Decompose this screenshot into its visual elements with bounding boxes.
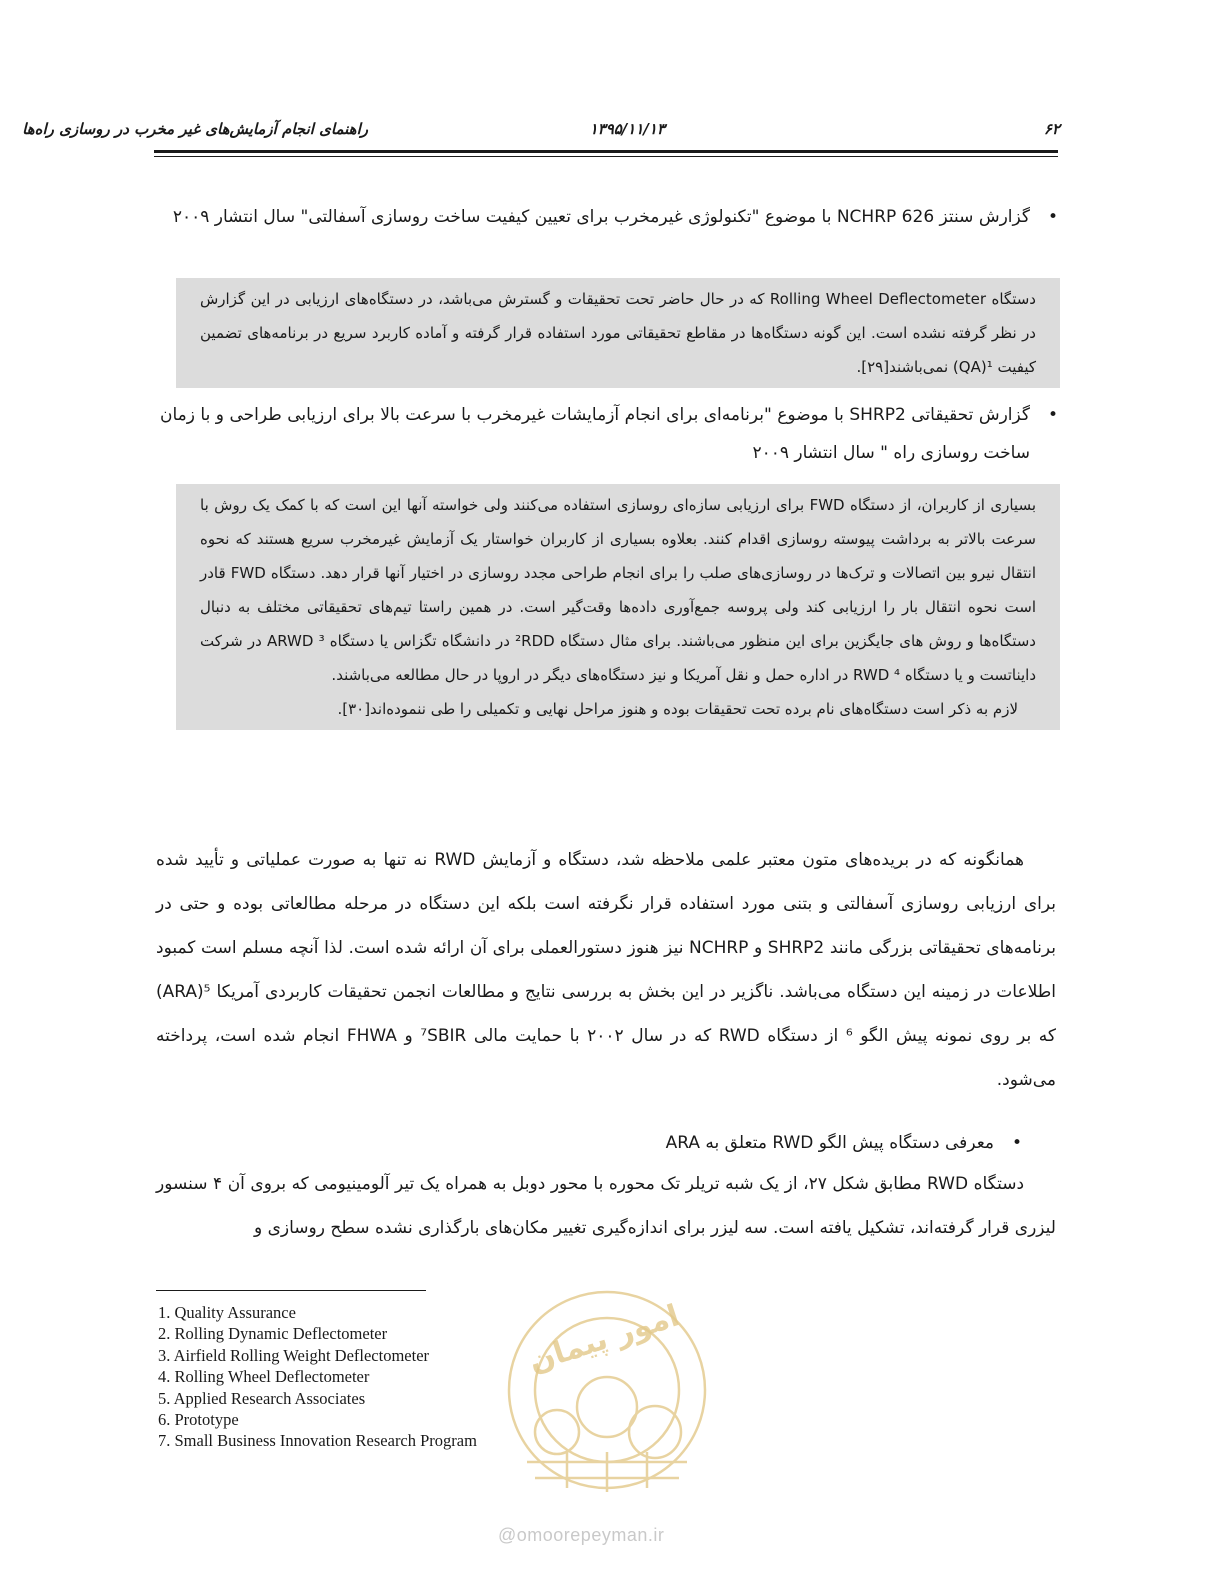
watermark-logo-text: امور پیمان [524,1298,684,1380]
footnote: 5. Applied Research Associates [158,1388,366,1408]
footnote: 1. Quality Assurance [158,1303,296,1322]
bullet-icon: • [1047,405,1058,425]
header-rule-thick [154,150,1058,153]
footnotes [158,1302,477,1452]
body-paragraph [156,838,1056,1102]
body-paragraph [156,1162,1056,1250]
header-rule-thin [154,156,1058,157]
watermark-url: @omoorepeyman.ir [498,1525,665,1545]
bullet-item-shrp2 [160,396,1058,472]
footnote-separator [156,1290,426,1291]
quote-box-1 [176,278,1060,388]
watermark-logo-icon [487,1282,727,1502]
footnote: 6. Prototype [158,1410,239,1430]
running-header [22,120,1060,142]
footnote: 3. Airfield Rolling Weight Deflectometer [158,1345,430,1365]
page-number: ۶۲ [1043,120,1060,138]
footnote: 2. Rolling Dynamic Deflectometer [158,1324,388,1344]
bullet-icon: • [1047,207,1058,227]
paragraph-text: همانگونه که در بریده‌های متون معتبر علمی ملاحظه شد، دستگاه و آزمایش RWD نه تنها به صورت عملیاتی و تأیید شده برای ارزیابی روسازی آسفالتی و بتنی مورد استفاده قرار نگرفته است بلکه این دستگاه در مرحله مطالعاتی بوده و حتی در برنامه‌های تحقیقاتی بزرگی مانند SHRP2 و NCHRP نیز هنوز دستورالعملی برای آن ارائه شده است. لذا آنچه مسلم است کمبود اطلاعات در زمینه این دستگاه می‌باشد. ناگزیر در این بخش به بررسی نتایج و مطالعات انجمن تحقیقات کاربردی آمریکا ⁵(ARA) که بر روی نمونه پیش الگو ⁶ از دستگاه RWD که در سال ۲۰۰۲ با حمایت مالی ⁷SBIR و FHWA انجام شده است، پرداخته می‌شود. [156,850,1056,1090]
header-date: ۱۳۹۵/۱۱/۱۳ [589,120,665,138]
header-title: راهنمای انجام آزمایش‌های غیر مخرب در روسازی راه‌ها [22,120,368,138]
quote-box-paragraph: لازم به ذکر است دستگاه‌های نام برده تحت تحقیقات بوده و هنوز مراحل نهایی و تکمیلی را طی ننموده‌اند[۳۰]. [337,700,1018,718]
paragraph-text: دستگاه RWD مطابق شکل ۲۷، از یک شبه تریلر تک محوره با محور دوبل به همراه یک تیر آلومینیومی که بروی آن ۴ سنسور لیزری قرار گرفته‌اند، تشکیل یافته است. سه لیزر برای اندازه‌گیری تغییر مکان‌های بارگذاری نشده سطح روسازی و [156,1174,1056,1238]
quote-box-text: دستگاه Rolling Wheel Deflectometer که در حال حاضر تحت تحقیقات و گسترش می‌باشد، در دستگاه‌های ارزیابی در این گزارش در نظر گرفته نشده است. این گونه دستگاه‌ها در مقاطع تحقیقاتی مورد استفاده قرار گرفته و آماده کاربرد سریع در برنامه‌های تضمین کیفیت ¹(QA) نمی‌باشند[۲۹]. [200,290,1036,376]
bullet-text: گزارش تحقیقاتی SHRP2 با موضوع "برنامه‌ای برای انجام آزمایشات غیرمخرب با سرعت بالا برای ارزیابی طراحی و با زمان ساخت روسازی راه " سال انتشار ۲۰۰۹ [160,405,1030,463]
bullet-item-ara [160,1124,1022,1162]
bullet-item-nchrp [160,198,1058,236]
bullet-text: معرفی دستگاه پیش الگو RWD متعلق به ARA [665,1133,994,1153]
footnote: 7. Small Business Innovation Research Program [158,1431,477,1451]
bullet-icon: • [1011,1133,1022,1153]
quote-box-2 [176,484,1060,730]
quote-box-paragraph: بسیاری از کاربران، از دستگاه FWD برای ارزیابی سازه‌ای روسازی استفاده می‌کنند ولی خواسته آنها این است که با کمک یک روش با سرعت بالاتر به برداشت پیوسته روسازی اقدام کنند. بعلاوه بسیاری از کاربران خواستار یک آزمایش غیرمخرب سریع هستند که نحوه انتقال نیرو بین اتصالات و ترک‌ها در روسازی‌های صلب را برای انجام طراحی مجدد روسازی در اختیار آنها قرار دهد. دستگاه FWD قادر است نحوه انتقال بار را ارزیابی کند ولی پروسه جمع‌آوری داده‌ها وقت‌گیر است. در همین راستا تیم‌های تحقیقاتی مختلف به دنبال دستگاه‌ها و روش های جایگزین برای این منظور می‌باشند. برای مثال دستگاه ²RDD در دانشگاه تگزاس یا دستگاه ³ ARWD در شرکت دایناتست و یا دستگاه ⁴ RWD در اداره حمل و نقل آمریکا و نیز دستگاه‌های دیگر در اروپا در حال مطالعه می‌باشند. [200,496,1036,684]
footnote: 4. Rolling Wheel Deflectometer [158,1367,370,1387]
bullet-text: گزارش سنتز NCHRP 626 با موضوع "تکنولوژی غیرمخرب برای تعیین کیفیت ساخت روسازی آسفالتی" سال انتشار ۲۰۰۹ [172,207,1030,227]
